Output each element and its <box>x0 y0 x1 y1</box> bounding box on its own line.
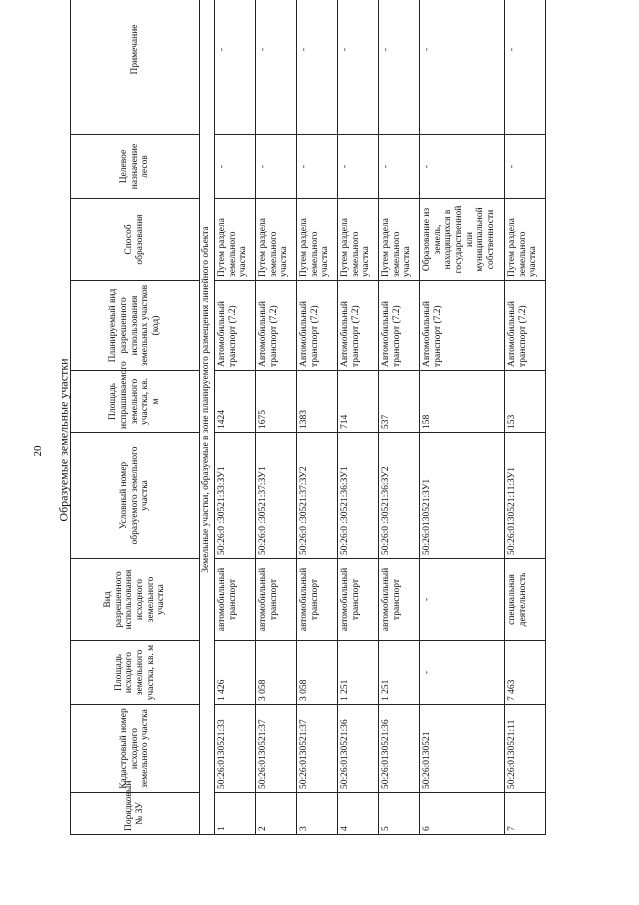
header-cell: Кадастровый номер исходного земельного участка <box>71 705 200 793</box>
table-row <box>505 0 546 835</box>
table-cell: 1383 <box>297 371 338 433</box>
table-cell: - <box>420 641 505 705</box>
table-cell: 7 <box>505 793 546 835</box>
table-cell: 1 <box>215 793 256 835</box>
table-cell: - <box>297 0 338 135</box>
table-header-row <box>71 0 200 835</box>
table-cell: 50:26:0 :30521:36:ЗУ1 <box>338 433 379 559</box>
table-cell: 3 058 <box>297 641 338 705</box>
table-cell: 714 <box>338 371 379 433</box>
table-cell: 1 251 <box>379 641 420 705</box>
table-cell: 50:26:0 :30521:37:ЗУ2 <box>297 433 338 559</box>
table-cell: - <box>256 135 297 199</box>
table-cell: 50:26:0130521 <box>420 705 505 793</box>
table-cell: 50:26:0 :30521:33:ЗУ1 <box>215 433 256 559</box>
table-cell: 50:26:0130521:37 <box>256 705 297 793</box>
table-row <box>338 0 379 835</box>
table-cell: 50:26:0130521:33 <box>215 705 256 793</box>
table-row <box>379 0 420 835</box>
table-cell: автомобильный транспорт <box>338 559 379 641</box>
table-cell: Автомобильный транспорт (7.2) <box>505 281 546 371</box>
table-cell: - <box>297 135 338 199</box>
table-row <box>256 0 297 835</box>
header-cell: Площадь исходного земельного участка, кв. м <box>71 641 200 705</box>
table-row <box>420 0 505 835</box>
table-cell: - <box>338 0 379 135</box>
table-cell: 3 <box>297 793 338 835</box>
header-cell: Условный номер образуемого земельного участка <box>71 433 200 559</box>
table-cell: - <box>420 135 505 199</box>
table-cell: 50:26:0130521:11:ЗУ1 <box>505 433 546 559</box>
table-cell: - <box>256 0 297 135</box>
table-cell: 6 <box>420 793 505 835</box>
table-cell: - <box>505 135 546 199</box>
table-cell: - <box>505 0 546 135</box>
land-plots-table-container <box>70 24 540 835</box>
header-cell: Способ образования <box>71 199 200 281</box>
table-cell: 50:26:0130521:36 <box>379 705 420 793</box>
table-cell: автомобильный транспорт <box>256 559 297 641</box>
table-cell: 153 <box>505 371 546 433</box>
table-cell: 1675 <box>256 371 297 433</box>
table-cell: 2 <box>256 793 297 835</box>
table-cell: - <box>215 0 256 135</box>
table-cell: автомобильный транспорт <box>379 559 420 641</box>
table-cell: Путем раздела земельного участка <box>505 199 546 281</box>
page-title: Образуемые земельные участки <box>56 358 71 522</box>
table-cell: Путем раздела земельного участка <box>379 199 420 281</box>
table-cell: 50:26:0 :30521:37:ЗУ1 <box>256 433 297 559</box>
table-cell: - <box>215 135 256 199</box>
table-cell: 7 463 <box>505 641 546 705</box>
header-cell: Вид разрешенного использования исходного земельного участка <box>71 559 200 641</box>
table-row <box>297 0 338 835</box>
table-cell: 158 <box>420 371 505 433</box>
table-cell: 1 426 <box>215 641 256 705</box>
table-cell: Путем раздела земельного участка <box>215 199 256 281</box>
table-cell: Автомобильный транспорт (7.2) <box>297 281 338 371</box>
table-cell: 50:26:0130521:ЗУ1 <box>420 433 505 559</box>
table-cell: автомобильный транспорт <box>297 559 338 641</box>
table-cell: Путем раздела земельного участка <box>338 199 379 281</box>
table-cell: Автомобильный транспорт (7.2) <box>256 281 297 371</box>
table-cell: 50:26:0130521:36 <box>338 705 379 793</box>
header-cell: Планируемый вид разрешенного использования земельных участков (код) <box>71 281 200 371</box>
header-cell: Площадь испрашиваемого земельного участка, кв. м <box>71 371 200 433</box>
table-cell: Путем раздела земельного участка <box>297 199 338 281</box>
table-cell: - <box>379 135 420 199</box>
header-cell: Целевое назначение лесов <box>71 135 200 199</box>
table-cell: 50:26:0130521:37 <box>297 705 338 793</box>
table-cell: Путем раздела земельного участка <box>256 199 297 281</box>
section-row <box>200 0 215 835</box>
table-cell: 1424 <box>215 371 256 433</box>
table-cell: - <box>420 559 505 641</box>
table-cell: - <box>420 0 505 135</box>
table-cell: 537 <box>379 371 420 433</box>
table-cell: специальная деятельность <box>505 559 546 641</box>
table-cell: - <box>379 0 420 135</box>
table-cell: Автомобильный транспорт (7.2) <box>420 281 505 371</box>
table-cell: 5 <box>379 793 420 835</box>
header-cell: Примечание <box>71 0 200 135</box>
table-cell: 4 <box>338 793 379 835</box>
table-cell: Образование из земель, находящихся в государственной или муниципальной собственности <box>420 199 505 281</box>
table-cell: Автомобильный транспорт (7.2) <box>379 281 420 371</box>
table-cell: 1 251 <box>338 641 379 705</box>
table-row <box>215 0 256 835</box>
table-cell: 50:26:0130521:11 <box>505 705 546 793</box>
table-cell: - <box>338 135 379 199</box>
table-cell: автомобильный транспорт <box>215 559 256 641</box>
table-cell: Автомобильный транспорт (7.2) <box>338 281 379 371</box>
table-cell: 3 058 <box>256 641 297 705</box>
page-number: 20 <box>32 445 44 457</box>
table-cell: Автомобильный транспорт (7.2) <box>215 281 256 371</box>
header-cell: Порядковый № ЗУ <box>71 793 200 835</box>
land-plots-table <box>70 0 546 835</box>
section-label: Земельные участки, образуемые в зоне планируемого размещения линейного объекта <box>200 0 215 835</box>
table-cell: 50:26:0 :30521:36:ЗУ2 <box>379 433 420 559</box>
